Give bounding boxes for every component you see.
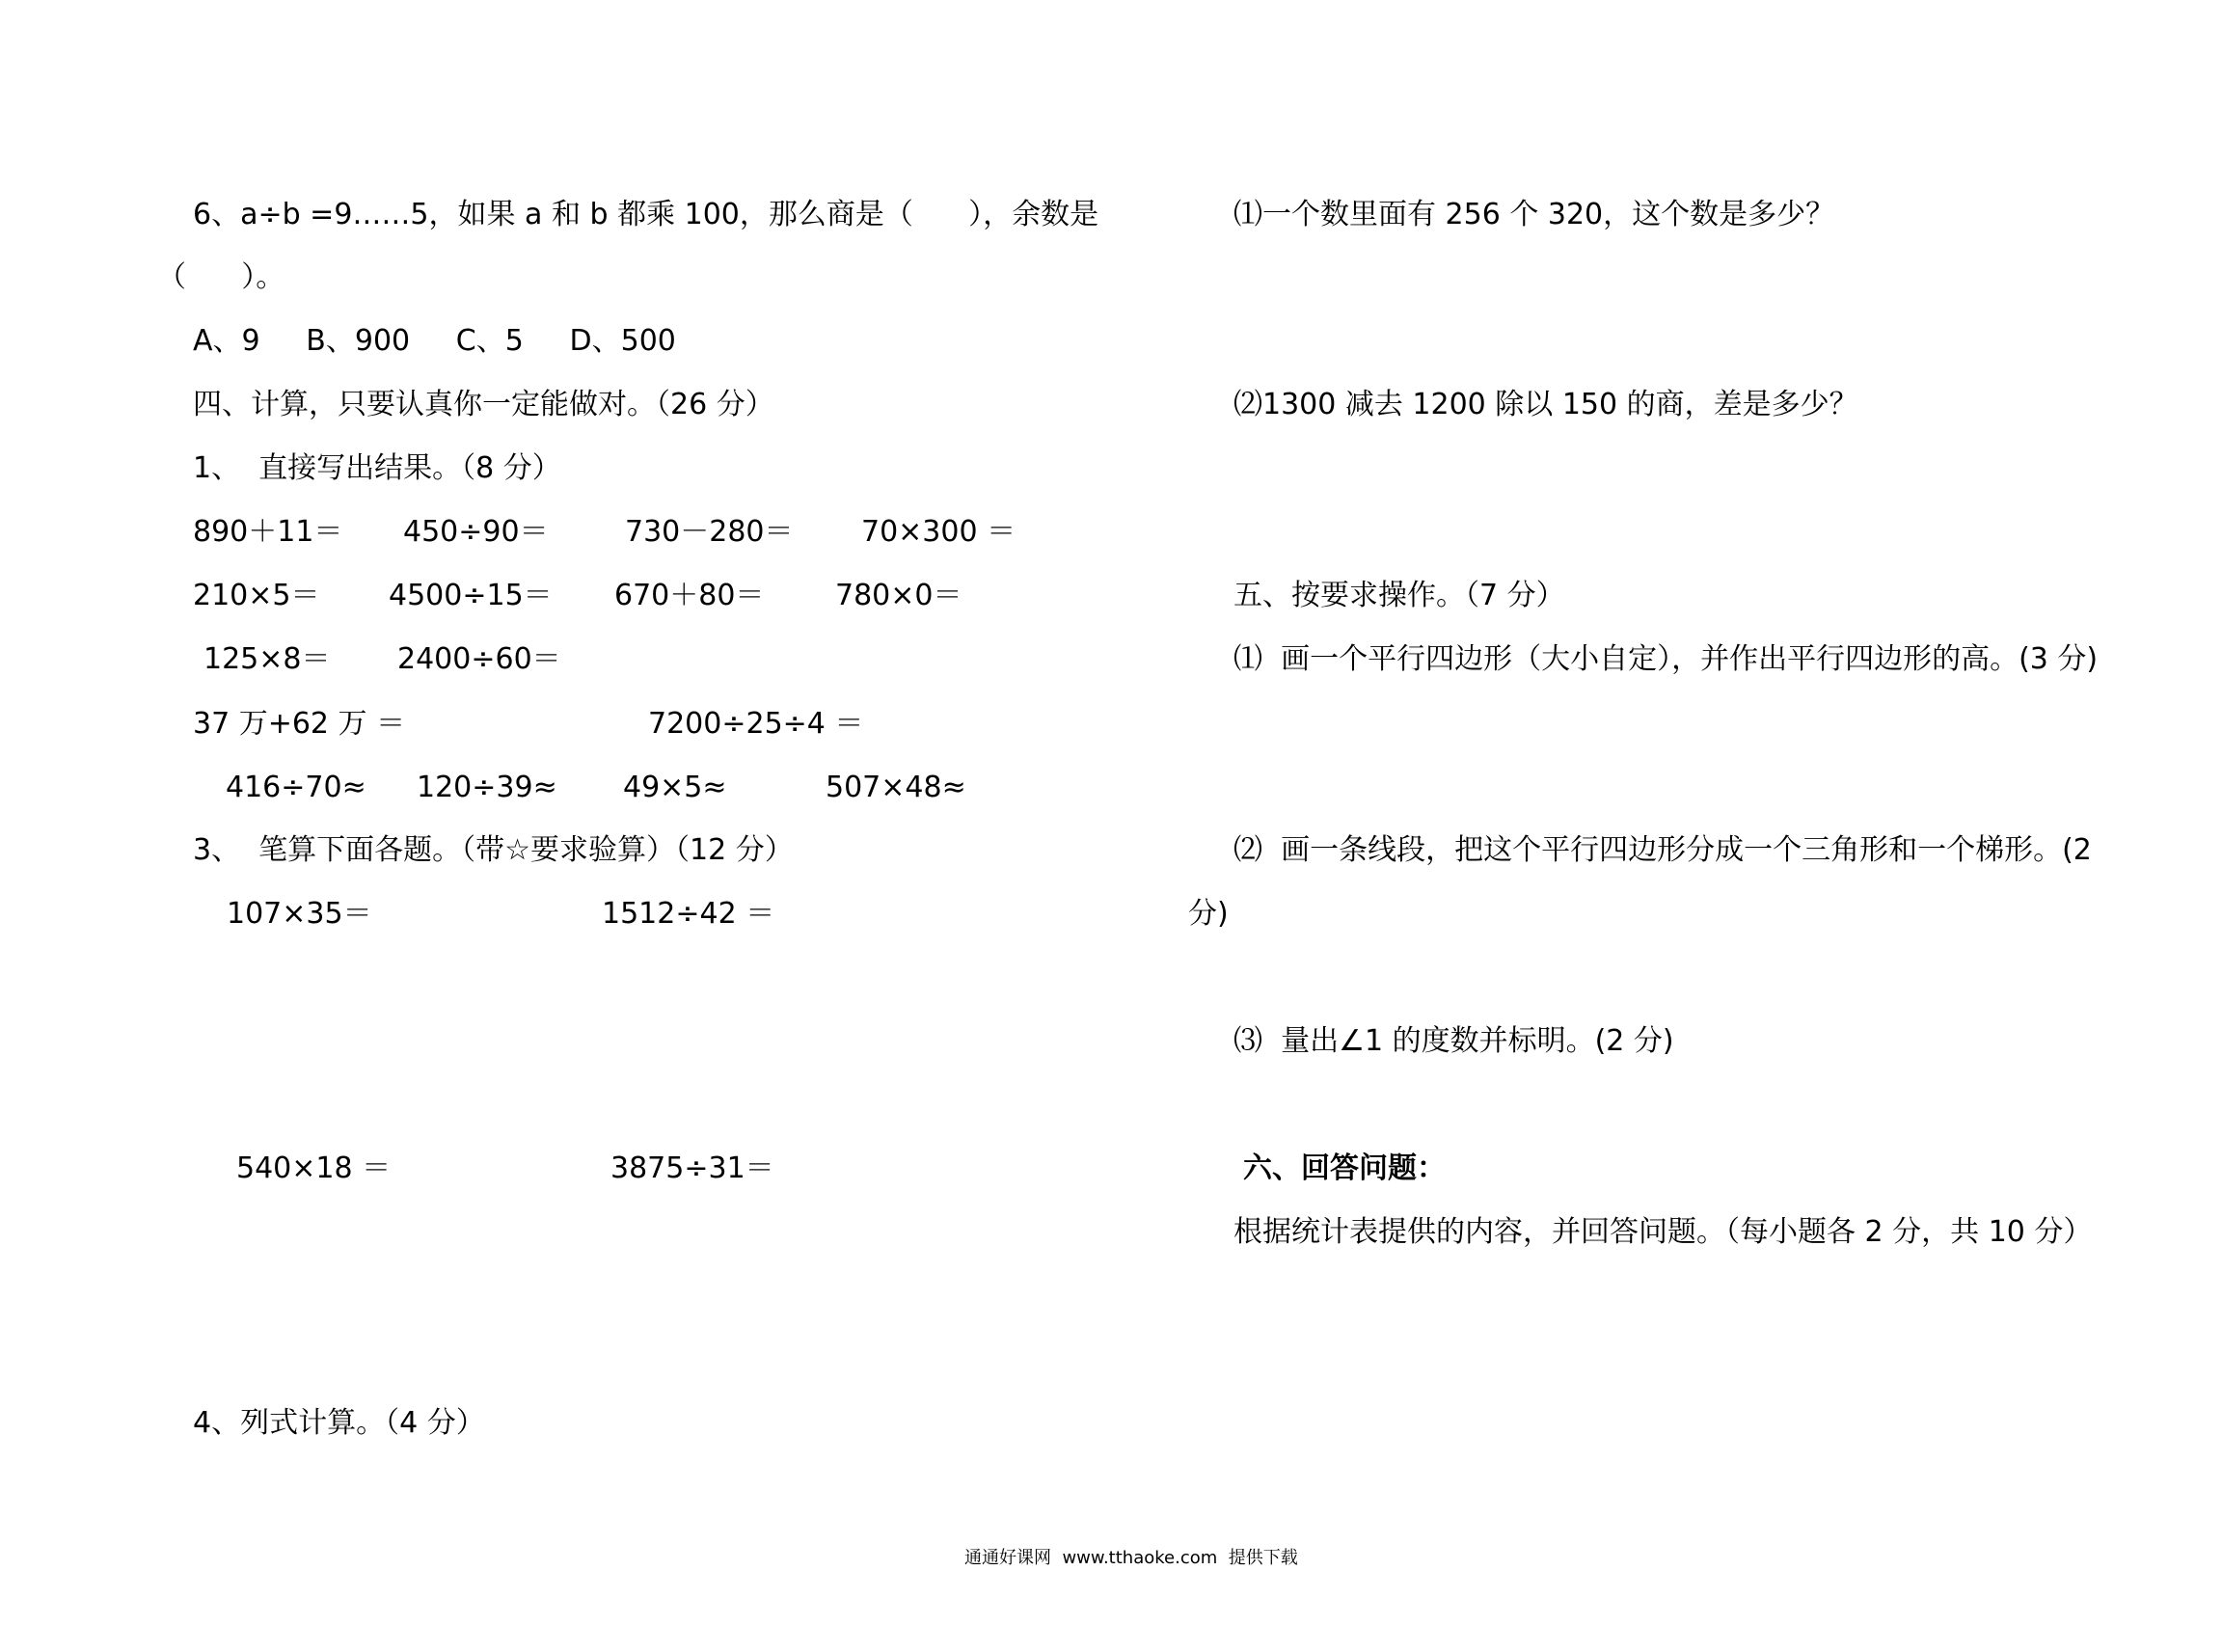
operation-3: ⑶ 量出∠1 的度数并标明。(2 分) <box>1233 1024 1674 1058</box>
operation-1: ⑴ 画一个平行四边形（大小自定），并作出平行四边形的高。(3 分) <box>1233 642 2099 676</box>
calc-item: 730－280＝ <box>625 515 794 549</box>
question-6-line-1: 6、a÷b =9……5，如果 a 和 b 都乘 100，那么商是（ ），余数是 <box>193 198 1099 231</box>
calc-item: 37 万+62 万 ＝ <box>193 707 406 741</box>
part-1-title: 1、 直接写出结果。（8 分） <box>193 451 561 485</box>
calc-item: 7200÷25÷4 ＝ <box>648 707 864 741</box>
calc-item: 890＋11＝ <box>193 515 343 549</box>
word-problem-2: ⑵1300 减去 1200 除以 150 的商，差是多少？ <box>1233 388 1858 421</box>
calc-item: 4500÷15＝ <box>389 579 553 612</box>
written-calc-item: 3875÷31＝ <box>610 1151 774 1185</box>
section-4-title: 四、计算，只要认真你一定能做对。（26 分） <box>193 388 774 421</box>
written-calc-item: 540×18 ＝ <box>236 1151 392 1185</box>
written-calc-item: 1512÷42 ＝ <box>602 897 775 931</box>
operation-2-line-1: ⑵ 画一条线段，把这个平行四边形分成一个三角形和一个梯形。(2 <box>1233 833 2092 867</box>
calc-item: 780×0＝ <box>835 579 962 612</box>
estimate-item: 120÷39≈ <box>417 771 557 804</box>
part-3-title: 3、 笔算下面各题。（带☆要求验算）（12 分） <box>193 833 794 867</box>
calc-item: 210×5＝ <box>193 579 320 612</box>
calc-item: 70×300 ＝ <box>861 515 1016 549</box>
operation-2-line-2: 分) <box>1188 897 1229 931</box>
footer-source: 通通好课网 www.tthaoke.com 提供下载 <box>964 1548 1298 1568</box>
question-6-line-2: （ ）。 <box>157 260 285 294</box>
word-problem-1: ⑴一个数里面有 256 个 320，这个数是多少？ <box>1233 198 1835 231</box>
part-4-title: 4、列式计算。（4 分） <box>193 1406 485 1440</box>
written-calc-item: 107×35＝ <box>227 897 372 931</box>
calc-item: 670＋80＝ <box>614 579 765 612</box>
estimate-item: 507×48≈ <box>826 771 966 804</box>
section-6-title: 六、回答问题： <box>1243 1151 1446 1185</box>
estimate-item: 49×5≈ <box>623 771 727 804</box>
calc-item: 450÷90＝ <box>403 515 549 549</box>
calc-item: 2400÷60＝ <box>397 642 561 676</box>
estimate-item: 416÷70≈ <box>226 771 366 804</box>
question-6-options: A、9 B、900 C、5 D、500 <box>193 324 676 358</box>
calc-item: 125×8＝ <box>203 642 331 676</box>
section-6-description: 根据统计表提供的内容，并回答问题。（每小题各 2 分，共 10 分） <box>1233 1215 2093 1249</box>
section-5-title: 五、按要求操作。（7 分） <box>1233 579 1565 612</box>
